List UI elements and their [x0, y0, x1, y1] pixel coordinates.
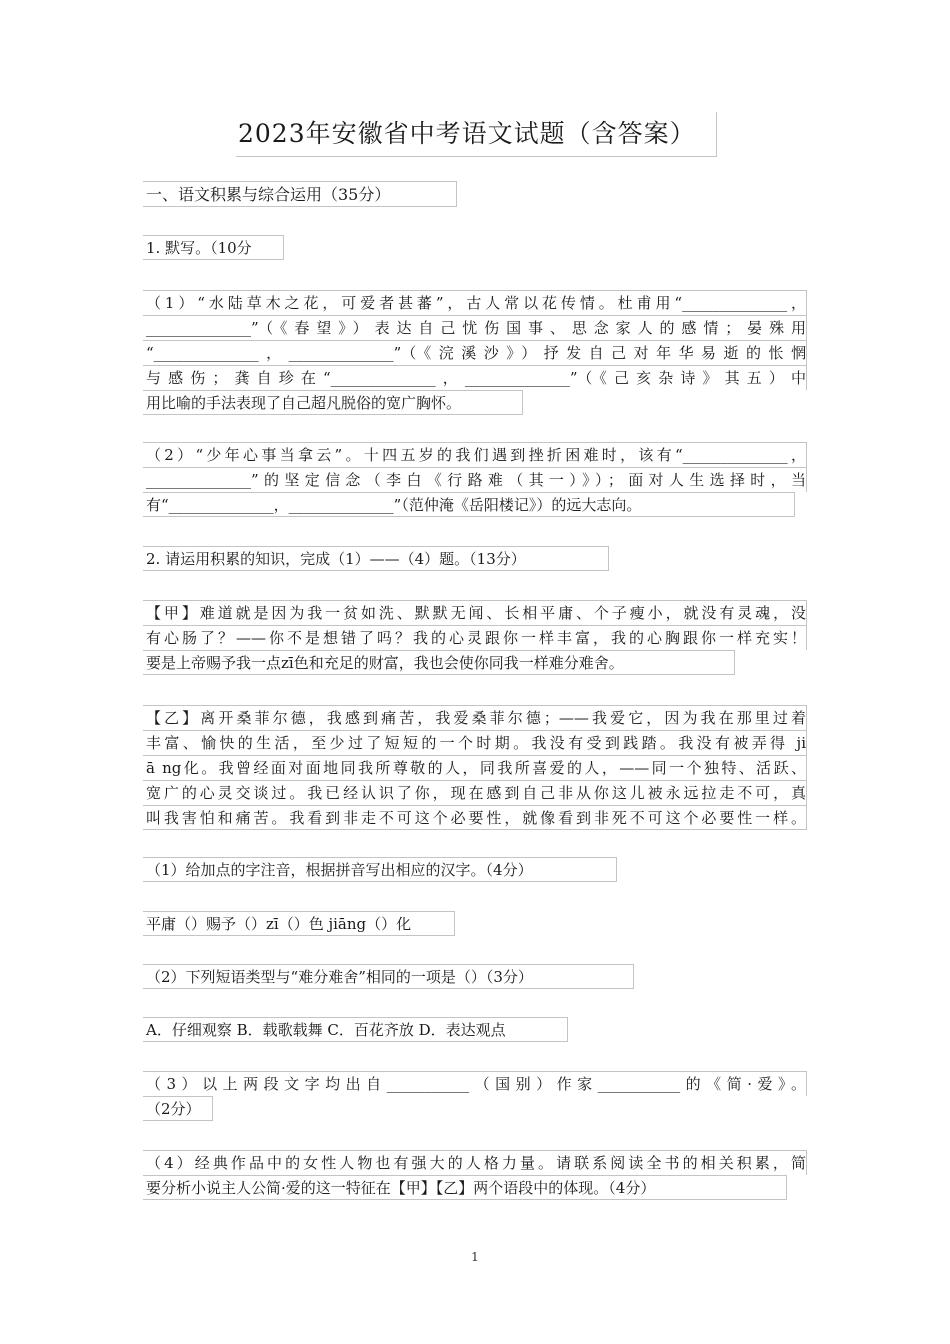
- subquestion-4: [143, 1150, 807, 1200]
- subquestion-2-options: [143, 1017, 568, 1042]
- question-1-2-paragraph: [143, 442, 807, 517]
- paragraph-line: （4）经典作品中的女性人物也有强大的人格力量。请联系阅读全书的相关积累，简: [143, 1150, 807, 1175]
- paragraph-line: ā ng化。我曾经面对面地同我所尊敬的人，同我所喜爱的人，——同一个独特、活跃、: [143, 755, 807, 780]
- paragraph-line: 丰富、愉快的生活，至少过了短短的一个时期。我没有受到践踏。我没有被弄得 ji: [143, 730, 807, 755]
- paragraph-line: （1）“水陆草木之花，可爱者甚蕃”，古人常以花传情。杜甫用“______________，: [143, 290, 807, 315]
- paragraph-line: 用比喻的手法表现了自己超凡脱俗的宽广胸怀。: [143, 390, 523, 415]
- subquestion-3: [143, 1071, 807, 1121]
- passage-yi: [143, 705, 807, 830]
- subquestion-2-options-text: A．仔细观察 B．载歌载舞 C．百花齐放 D．表达观点: [143, 1017, 568, 1042]
- paragraph-line: 【甲】难道就是因为我一贫如洗、默默无闻、长相平庸、个子瘦小，就没有灵魂，没: [143, 600, 807, 625]
- page-number: 1: [471, 1250, 479, 1264]
- subquestion-1: [143, 857, 617, 882]
- subquestion-1-text: （1）给加点的字注音，根据拼音写出相应的汉字。（4分）: [143, 857, 617, 882]
- question-2-text: 2. 请运用积累的知识，完成（1）——（4）题。（13分）: [143, 546, 609, 571]
- paragraph-line: 叫我害怕和痛苦。我看到非走不可这个必要性，就像看到非死不可这个必要性一样。: [143, 805, 807, 830]
- paragraph-line: 【乙】离开桑菲尔德，我感到痛苦，我爱桑菲尔德；——我爱它，因为我在那里过着: [143, 705, 807, 730]
- paragraph-line: （2）“少年心事当拿云”。十四五岁的我们遇到挫折困难时，该有“______________，: [143, 442, 807, 467]
- paragraph-line: 要是上帝赐予我一点zī色和充足的财富，我也会使你同我一样难分难舍。: [143, 650, 735, 675]
- section-heading-text: 一、语文积累与综合运用（35分）: [143, 181, 457, 207]
- question-2-heading: [143, 546, 609, 571]
- paragraph-line: 有心肠了？——你不是想错了吗？我的心灵跟你一样丰富，我的心胸跟你一样充实！: [143, 625, 807, 650]
- question-1-1-paragraph: [143, 290, 807, 415]
- paragraph-line: 有“______________，______________”（范仲淹《岳阳楼记》）的远大志向。: [143, 492, 795, 517]
- paragraph-line: 要分析小说主人公简·爱的这一特征在【甲】【乙】两个语段中的体现。（4分）: [143, 1175, 787, 1200]
- paragraph-line: ______________”（《春望》）表达自己忧伤国事、思念家人的感情；晏殊用: [143, 315, 807, 340]
- subquestion-1-items-text: 平庸（）赐予（）zī（）色 jiāng（）化: [143, 911, 455, 936]
- paragraph-line: ______________”的坚定信念（李白《行路难（其一）》）；面对人生选择时，当: [143, 467, 807, 492]
- paragraph-line: （3）以上两段文字均出自___________（国别）作家___________的《简·爱》。: [143, 1071, 807, 1096]
- subquestion-2: [143, 964, 634, 989]
- page-title: 2023年安徽省中考语文试题（含答案）: [236, 112, 717, 157]
- passage-jia: [143, 600, 807, 675]
- paragraph-line: （2分）: [143, 1096, 213, 1121]
- section-heading: [143, 181, 457, 207]
- subquestion-1-items: [143, 911, 455, 936]
- question-1-heading: [143, 235, 284, 260]
- subquestion-2-text: （2）下列短语类型与“难分难舍”相同的一项是（）（3分）: [143, 964, 634, 989]
- paragraph-line: “______________，______________”（《浣溪沙》）抒发自己对年华易逝的怅惘: [143, 340, 807, 365]
- paragraph-line: 宽广的心灵交谈过。我已经认识了你，现在感到自己非从你这儿被永远拉走不可，真: [143, 780, 807, 805]
- question-1-text: 1. 默写。（10分: [143, 235, 284, 260]
- paragraph-line: 与感伤；龚自珍在“______________，______________”（《己亥杂诗》其五）中: [143, 365, 807, 390]
